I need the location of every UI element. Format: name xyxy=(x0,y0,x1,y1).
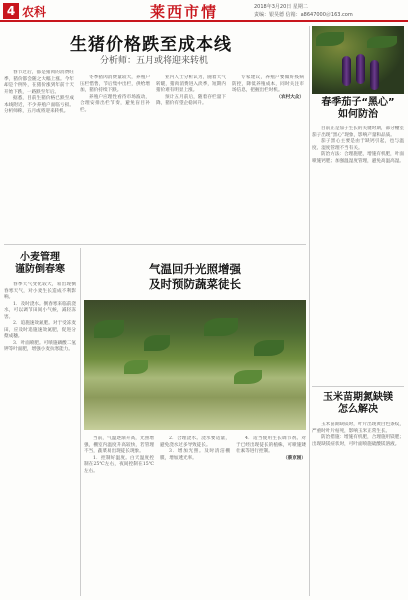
left-article-body: 春季天气变化较大，易出现倒春寒天气，对小麦生长造成不利影响。 1．及时浇水。倒春寒来临前浇水，可以调节田间小气候，减轻冻害。 2．追施速效氮肥。对于受冻麦田，应及时追施速效氮肥，促进分蘖成穗。 3．叶面喷肥。可喷施磷酸二氢钾等叶面肥，增强小麦抗寒能力。 xyxy=(4,282,76,352)
lead-col-1: 春节过后，都是猪肉的消费旺季，猪价都会随之大幅上涨。今年却是个例外，在猪价涨到年前十天开始下跌，一路跌至年后。 据悉，目前生猪价格已跌至成本线附近，不少养殖户面临亏损。分析师称，五月或将迎来转机。 xyxy=(4,70,74,114)
right-bottom-title: 玉米苗期氮缺镁 怎么解决 xyxy=(323,392,393,415)
right-article-body: 目前正是茄子生长的关键时期，部分棚室茄子出现“黑心”现象，影响产量和品质。 茄子黑心主要是由于缺钙引起，也与温度、湿度管理不当有关。 防治方法：合理施肥，增施有机肥，叶面喷施钙肥；加强温湿度管理，避免高温高湿。 xyxy=(312,126,404,164)
editor-info: 责编：银昊德 信箱：a8647000＠163.com xyxy=(254,12,353,18)
lead-subtitle: 分析师：五月或将迎来转机 xyxy=(100,56,209,66)
leaf-shape xyxy=(367,36,397,48)
leaf-shape xyxy=(144,335,170,351)
leaf-shape xyxy=(234,370,262,384)
divider xyxy=(312,386,404,387)
column-divider xyxy=(309,26,310,596)
left-article-title: 小麦管理 谨防倒春寒 xyxy=(15,252,65,275)
lead-source: （农村大众） xyxy=(276,94,304,100)
eggplant-fruit xyxy=(342,56,351,86)
right-bottom-body: 玉米苗期缺镁时，叶片出现黄白色条纹，严重时叶片枯死，影响玉米正常生长。 防治措施：增施有机肥，合理施用镁肥；出现缺镁症状时，可叶面喷施硫酸镁溶液。 xyxy=(312,422,404,447)
leaf-shape xyxy=(124,360,148,374)
center-source: （蔡京刚） xyxy=(283,455,306,461)
leaf-shape xyxy=(204,318,238,336)
center-article-title: 气温回升光照增强 及时预防蔬菜徒长 xyxy=(149,262,241,291)
section-name: 农科 xyxy=(22,5,47,19)
leaf-shape xyxy=(94,320,124,338)
lead-col-2: 冬季猪肉消费量较大，养殖户压栏惜售，节后集中出栏，供给增加，猪价持续下跌。 养殖户应理性看待市场波动，合理安排出栏节奏，避免盲目补栏。 xyxy=(80,75,150,113)
issue-date: 2018年3月20日 星期二 xyxy=(254,4,308,10)
column-divider xyxy=(80,248,81,596)
center-col-3: 4．适当使用生长调节剂。对于已经出现徒长的植株，可喷施矮壮素等进行控制。 （蔡京刚） xyxy=(236,436,306,461)
right-article-title: 春季茄子“黑心” 如何防治 xyxy=(321,97,395,120)
divider xyxy=(4,244,306,245)
lead-title: 生猪价格跌至成本线 xyxy=(70,35,232,55)
center-col-2: 2．合理浇水。浇水要适量，避免浇水过多导致徒长。 3．增加光照。及时清洁棚膜，增加透光率。 xyxy=(160,436,230,461)
leaf-shape xyxy=(254,340,284,356)
paper-name: 莱西市情 xyxy=(150,3,219,21)
masthead xyxy=(0,0,408,22)
eggplant-fruit xyxy=(356,54,365,84)
lead-col-3: 业内人士分析认为，随着天气转暖，猪肉消费进入淡季，短期内猪价难有明显上涨。 预计五月前后，随着存栏量下降，猪价有望企稳回升。 xyxy=(156,75,226,106)
page-number: 4 xyxy=(3,3,19,19)
leaf-shape xyxy=(316,32,344,46)
seedling-photo xyxy=(84,300,306,430)
center-col-1: 当前，气温逐渐升高，光照增强，棚室内温度升高较快，若管理不当，蔬菜易出现徒长现象。 1．控制好温度。白天温度控制在25℃左右，夜间控制在15℃左右。 xyxy=(84,436,154,474)
lead-col-4: 专家建议，养殖户要做好疫病防控，降低养殖成本，同时关注市场信息，把握出栏时机。 （农村大众） xyxy=(232,75,304,100)
eggplant-fruit xyxy=(370,60,379,90)
eggplant-photo xyxy=(312,26,404,94)
